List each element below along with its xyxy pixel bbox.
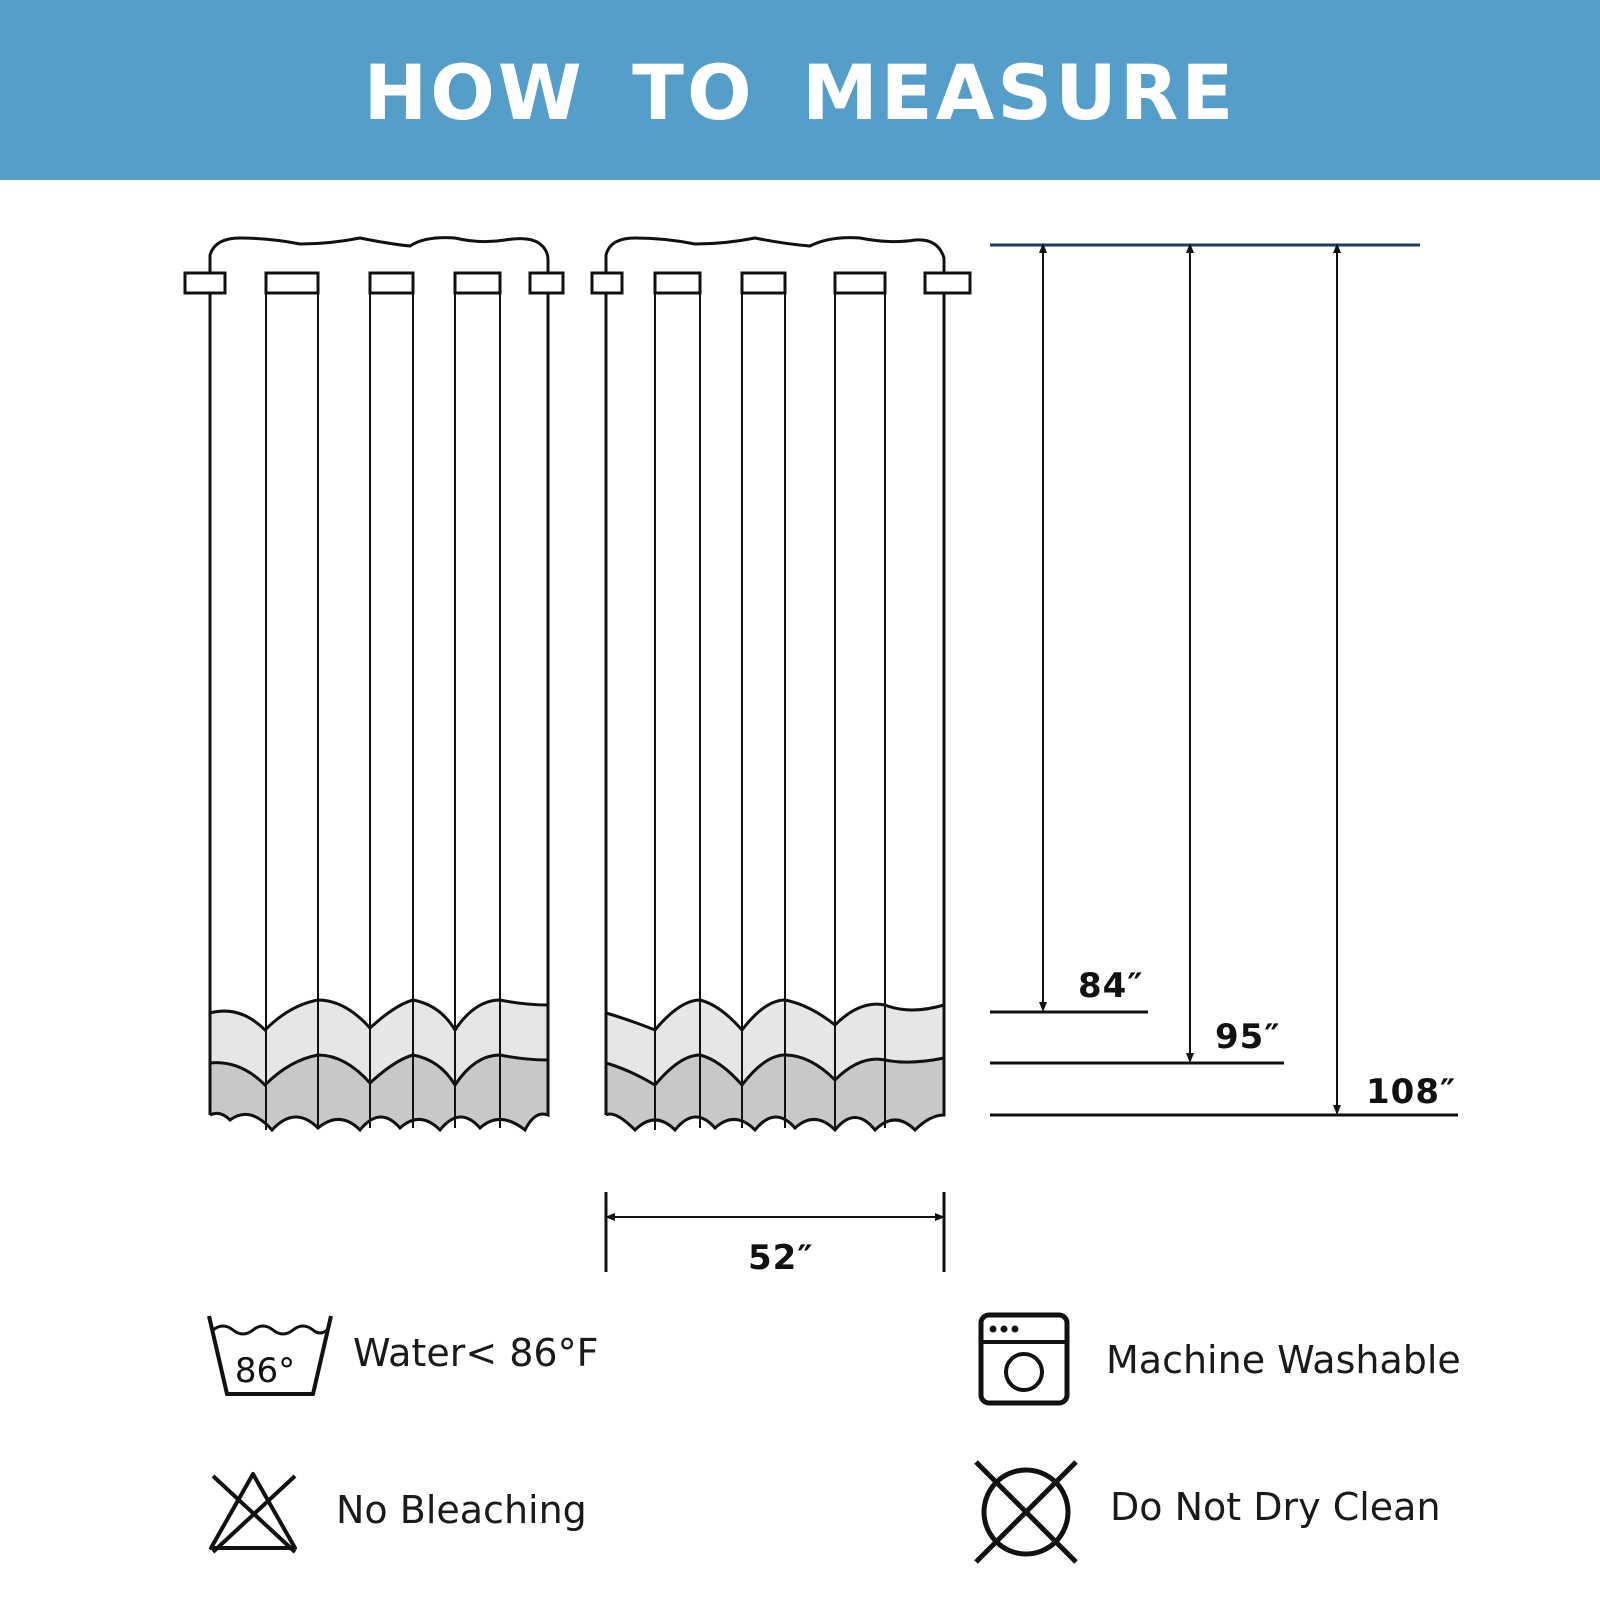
no-bleaching-label: No Bleaching <box>336 1488 587 1532</box>
machine-washable-label: Machine Washable <box>1106 1338 1461 1382</box>
length-95-label: 95″ <box>1215 1017 1281 1057</box>
curtain-panel-right <box>592 238 970 1130</box>
do-not-dry-clean-label: Do Not Dry Clean <box>1110 1485 1441 1529</box>
page-title: HOW TO MEASURE <box>363 47 1237 137</box>
curtain-panel-left <box>185 238 563 1130</box>
length-84-label: 84″ <box>1078 966 1144 1006</box>
wash-basin-icon <box>205 1310 335 1400</box>
length-108-label: 108″ <box>1366 1072 1457 1112</box>
washing-machine-icon <box>978 1312 1070 1406</box>
no-dry-clean-icon <box>970 1456 1082 1568</box>
wash-temp-text: 86° <box>234 1351 296 1391</box>
water-temp-label: Water< 86°F <box>353 1331 599 1375</box>
no-bleach-icon <box>205 1468 301 1554</box>
length-dimensions <box>990 245 1458 1115</box>
width-52-label: 52″ <box>748 1238 814 1278</box>
